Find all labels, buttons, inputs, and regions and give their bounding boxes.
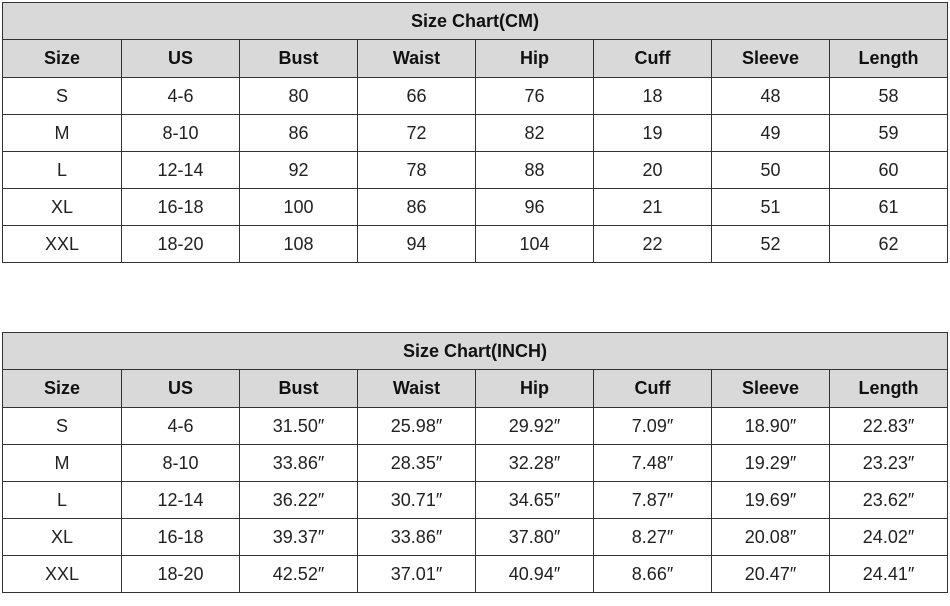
table-cell: 76 xyxy=(476,78,594,115)
table-cell: 82 xyxy=(476,115,594,152)
table-cell: S xyxy=(3,78,122,115)
table-row xyxy=(3,115,948,152)
table-cell: 21 xyxy=(594,189,712,226)
table-cell: 34.65″ xyxy=(476,482,594,519)
table-cell: 108 xyxy=(240,226,358,263)
table-cell: 7.48″ xyxy=(594,445,712,482)
table-cell: 4-6 xyxy=(122,78,240,115)
column-header-cuff: Cuff xyxy=(594,40,712,78)
table-cell: 59 xyxy=(830,115,948,152)
column-header-us: US xyxy=(122,40,240,78)
column-header-length: Length xyxy=(830,40,948,78)
table-cell: 31.50″ xyxy=(240,408,358,445)
table-cell: 18-20 xyxy=(122,556,240,593)
table-cell: 25.98″ xyxy=(358,408,476,445)
table-cell: 7.87″ xyxy=(594,482,712,519)
table-cell: 62 xyxy=(830,226,948,263)
table-cell: 28.35″ xyxy=(358,445,476,482)
table-cell: 39.37″ xyxy=(240,519,358,556)
table-title-row xyxy=(3,3,948,40)
column-header-waist: Waist xyxy=(358,370,476,408)
table-cell: 4-6 xyxy=(122,408,240,445)
table-cell: 32.28″ xyxy=(476,445,594,482)
table-row xyxy=(3,482,948,519)
table-cell: 20.47″ xyxy=(712,556,830,593)
size-chart-cm-table xyxy=(2,2,948,263)
table-cell: 42.52″ xyxy=(240,556,358,593)
table-cell: 24.02″ xyxy=(830,519,948,556)
table-title: Size Chart(INCH) xyxy=(3,333,948,370)
size-chart-inch-table xyxy=(2,332,948,593)
table-cell: 58 xyxy=(830,78,948,115)
table-cell: 22.83″ xyxy=(830,408,948,445)
table-cell: 96 xyxy=(476,189,594,226)
table-cell: 40.94″ xyxy=(476,556,594,593)
table-cell: 50 xyxy=(712,152,830,189)
column-header-waist: Waist xyxy=(358,40,476,78)
table-cell: 8-10 xyxy=(122,445,240,482)
table-cell: M xyxy=(3,115,122,152)
table-cell: 30.71″ xyxy=(358,482,476,519)
table-cell: 37.80″ xyxy=(476,519,594,556)
table-cell: 18 xyxy=(594,78,712,115)
table-cell: 37.01″ xyxy=(358,556,476,593)
table-cell: 16-18 xyxy=(122,519,240,556)
table-cell: 100 xyxy=(240,189,358,226)
table-cell: 86 xyxy=(240,115,358,152)
table-title-row xyxy=(3,333,948,370)
table-cell: XXL xyxy=(3,556,122,593)
table-cell: 23.23″ xyxy=(830,445,948,482)
table-cell: 20.08″ xyxy=(712,519,830,556)
table-cell: 60 xyxy=(830,152,948,189)
table-cell: 23.62″ xyxy=(830,482,948,519)
table-cell: 16-18 xyxy=(122,189,240,226)
table-row xyxy=(3,445,948,482)
table-row xyxy=(3,78,948,115)
table-cell: 20 xyxy=(594,152,712,189)
table-row xyxy=(3,152,948,189)
table-cell: 8-10 xyxy=(122,115,240,152)
table-cell: XL xyxy=(3,189,122,226)
table-cell: L xyxy=(3,152,122,189)
table-cell: 12-14 xyxy=(122,482,240,519)
table-cell: 72 xyxy=(358,115,476,152)
table-cell: 18.90″ xyxy=(712,408,830,445)
column-header-hip: Hip xyxy=(476,370,594,408)
table-cell: 80 xyxy=(240,78,358,115)
table-cell: 22 xyxy=(594,226,712,263)
table-cell: 29.92″ xyxy=(476,408,594,445)
table-cell: 36.22″ xyxy=(240,482,358,519)
table-cell: S xyxy=(3,408,122,445)
table-cell: 19 xyxy=(594,115,712,152)
column-header-sleeve: Sleeve xyxy=(712,40,830,78)
table-cell: 104 xyxy=(476,226,594,263)
table-cell: 18-20 xyxy=(122,226,240,263)
table-cell: XXL xyxy=(3,226,122,263)
table-row xyxy=(3,408,948,445)
table-cell: 24.41″ xyxy=(830,556,948,593)
table-row xyxy=(3,519,948,556)
table-cell: 8.27″ xyxy=(594,519,712,556)
table-cell: M xyxy=(3,445,122,482)
table-cell: XL xyxy=(3,519,122,556)
table-header-row xyxy=(3,40,948,78)
table-row xyxy=(3,226,948,263)
table-cell: 8.66″ xyxy=(594,556,712,593)
column-header-bust: Bust xyxy=(240,40,358,78)
column-header-length: Length xyxy=(830,370,948,408)
table-header-row xyxy=(3,370,948,408)
table-cell: 92 xyxy=(240,152,358,189)
table-cell: 66 xyxy=(358,78,476,115)
column-header-bust: Bust xyxy=(240,370,358,408)
table-cell: 33.86″ xyxy=(358,519,476,556)
table-row xyxy=(3,189,948,226)
column-header-cuff: Cuff xyxy=(594,370,712,408)
table-cell: 61 xyxy=(830,189,948,226)
table-title: Size Chart(CM) xyxy=(3,3,948,40)
table-cell: 12-14 xyxy=(122,152,240,189)
column-header-sleeve: Sleeve xyxy=(712,370,830,408)
table-cell: 78 xyxy=(358,152,476,189)
column-header-hip: Hip xyxy=(476,40,594,78)
table-row xyxy=(3,556,948,593)
table-cell: 48 xyxy=(712,78,830,115)
column-header-size: Size xyxy=(3,40,122,78)
table-cell: 19.69″ xyxy=(712,482,830,519)
column-header-size: Size xyxy=(3,370,122,408)
table-cell: 7.09″ xyxy=(594,408,712,445)
table-cell: 94 xyxy=(358,226,476,263)
table-cell: 49 xyxy=(712,115,830,152)
table-cell: L xyxy=(3,482,122,519)
table-cell: 88 xyxy=(476,152,594,189)
table-cell: 19.29″ xyxy=(712,445,830,482)
table-cell: 51 xyxy=(712,189,830,226)
table-cell: 33.86″ xyxy=(240,445,358,482)
table-cell: 86 xyxy=(358,189,476,226)
column-header-us: US xyxy=(122,370,240,408)
table-cell: 52 xyxy=(712,226,830,263)
